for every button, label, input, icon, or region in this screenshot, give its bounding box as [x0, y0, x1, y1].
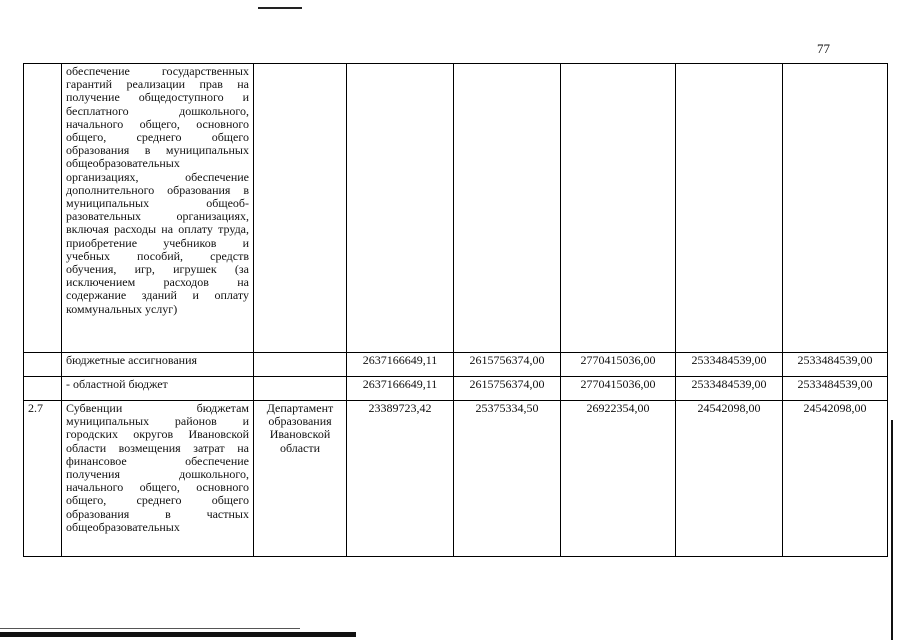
value-cell: 2533484539,00: [783, 377, 888, 401]
value-cell: 2615756374,00: [454, 377, 561, 401]
table-row: [24, 377, 888, 401]
row-code: [24, 377, 62, 401]
value-cell: [561, 64, 676, 353]
row-executor: [254, 353, 347, 377]
row-description: Субвенции бюджетам муниципальных районов и городских округов Ивановской области возмещения затрат на финансовое обеспечение получения дошкольного, начального общего, основного общего, среднего общего образования в частных общеобразовательных: [62, 401, 254, 557]
row-description: - областной бюджет: [62, 377, 254, 401]
value-cell: 26922354,00: [561, 401, 676, 557]
table-row: [24, 401, 888, 557]
row-executor: [254, 64, 347, 353]
value-cell: 2637166649,11: [347, 353, 454, 377]
value-cell: [676, 64, 783, 353]
row-code: [24, 64, 62, 353]
value-cell: 2533484539,00: [676, 353, 783, 377]
scan-edge-mark: [891, 420, 893, 640]
value-cell: 25375334,50: [454, 401, 561, 557]
row-code: 2.7: [24, 401, 62, 557]
value-cell: 24542098,00: [783, 401, 888, 557]
table-row: [24, 64, 888, 353]
value-cell: 2770415036,00: [561, 353, 676, 377]
value-cell: [783, 64, 888, 353]
row-description: бюджетные ассигнования: [62, 353, 254, 377]
table-row: [24, 353, 888, 377]
row-executor: Департамент образования Ивановской области: [254, 401, 347, 557]
scan-bottom-line: [0, 628, 300, 629]
value-cell: 23389723,42: [347, 401, 454, 557]
scan-bottom-bar: [0, 632, 356, 637]
value-cell: [454, 64, 561, 353]
row-code: [24, 353, 62, 377]
budget-table: [23, 63, 888, 557]
value-cell: [347, 64, 454, 353]
page-number: 77: [817, 41, 830, 56]
value-cell: 2637166649,11: [347, 377, 454, 401]
value-cell: 2615756374,00: [454, 353, 561, 377]
top-rule: [258, 7, 302, 9]
value-cell: 2533484539,00: [783, 353, 888, 377]
row-executor: [254, 377, 347, 401]
value-cell: 2533484539,00: [676, 377, 783, 401]
row-description: обеспечение государственных гарантий реализации прав на получение общедоступного и бесплатного дошкольного, начального общего, основного общего, среднего общего образования в муниципальных общеобразовательных организациях, обеспечение дополнительного образования в муниципальных общеоб-разовательных организациях, включая расходы на оплату труда, приобретение учебников и учебных пособий, средств обучения, игр, игрушек (за исключением расходов на содержание зданий и оплату коммунальных услуг): [62, 64, 254, 353]
value-cell: 2770415036,00: [561, 377, 676, 401]
value-cell: 24542098,00: [676, 401, 783, 557]
